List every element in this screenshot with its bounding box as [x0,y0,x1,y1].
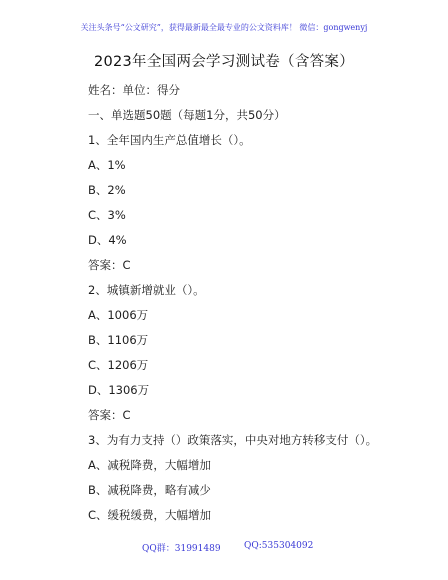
option-text: A、1006万 [88,308,149,322]
option-text: B、减税降费，略有减少 [88,483,211,497]
option-text: B、1106万 [88,333,149,347]
question-stem: 2、城镇新增就业（）。 [88,283,205,297]
question-stem: 1、全年国内生产总值增长（）。 [88,133,251,147]
option-text: D、1306万 [88,383,150,397]
option-text: D、4% [88,233,127,247]
answer-text: 答案：C [88,258,131,272]
option-text: A、减税降费，大幅增加 [88,458,211,472]
option-text: B、2% [88,183,126,197]
option-text: C、1206万 [88,358,149,372]
answer-text: 答案：C [88,408,131,422]
qq-contact: QQ:535304092 [244,541,314,551]
qq-group-contact: QQ群：31991489 [142,544,221,554]
section-heading: 一、单选题50题（每题1分，共50分） [88,108,286,122]
option-text: C、缓税缓费，大幅增加 [88,508,212,522]
question-stem: 3、为有力支持（）政策落实，中央对地方转移支付（）。 [88,433,378,447]
info-line: 姓名：单位：得分 [88,83,180,97]
option-text: C、3% [88,208,126,222]
promo-banner: 关注头条号“公文研究”，获得最新最全最专业的公文资料库！ 微信：gongwenyj [80,23,368,32]
document-title: 2023年全国两会学习测试卷（含答案） [93,54,355,70]
option-text: A、1% [88,158,126,172]
